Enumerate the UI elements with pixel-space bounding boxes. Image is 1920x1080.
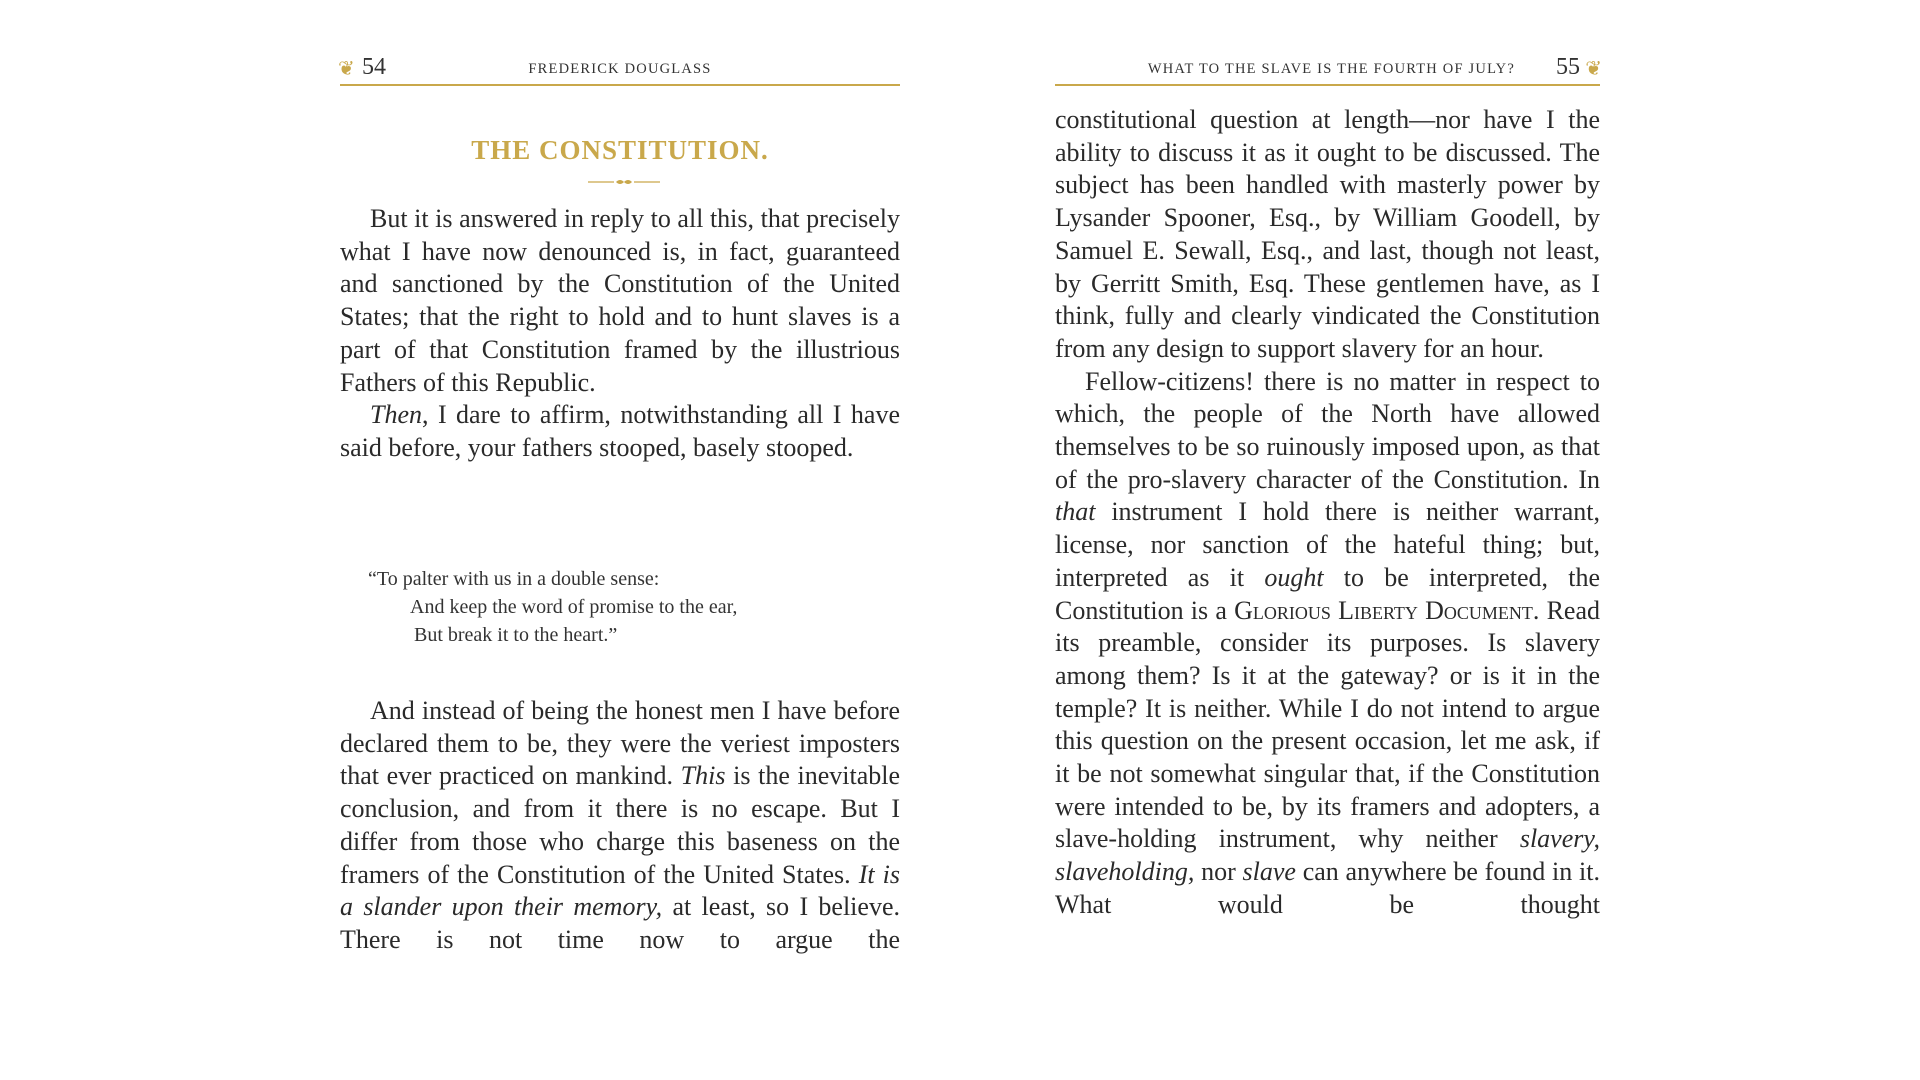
paragraph-text: is the inevitable conclusion, and from it there is no escape. But I differ from those who charge this baseness on the framers of the Constitution of the United States. [340,761,901,889]
right-running-head [1055,50,1600,86]
left-running-head [340,50,900,86]
paragraph: constitutional question at length—nor have I the ability to discuss it as it ought to be discussed. The subject has been handled with masterly power by Lysander Spooner, Esq., by William Goodell, by Samuel E. Sewall, Esq., and last, though not least, by Gerritt Smith, Esq. These gentlemen have, as I think, fully and clearly vindicated the Constitution from any design to support slavery for an hour. [1055,105,1600,363]
chapter-title: THE CONSTITUTION. [471,135,769,165]
italic-text: slave [1242,857,1296,887]
italic-text: It is a slander upon their memory, [340,859,900,922]
paragraph-text: can anywhere be found in it. What would be thought [1055,857,1600,919]
verse-quotation [368,565,737,649]
verse-line: But break it to the heart.” [414,624,618,646]
italic-text: ought [1264,562,1324,592]
left-page [340,0,900,1080]
paragraph-text: . Read its preamble, consider its purposes. Is slavery among them? Is it at the gateway? or is it in the temple? It is neither. While I do not intend to argue this question on the present occasion, let me ask, if it be not somewhat singular that, if the Constitution were intended to be, by its framers and adopters, a slave-holding instrument, why neither [1055,595,1601,854]
verse-line: And keep the word of promise to the ear, [410,596,738,618]
running-head-title: WHAT TO THE SLAVE IS THE FOURTH OF JULY? [1147,61,1515,77]
paragraph-text: And instead of being the honest men I have before declared them to be, they were the veriest imposters that ever practiced on mankind. [340,696,900,791]
fleuron-icon: ❦ [1585,58,1602,80]
paragraph-text: instrument I hold there is neither warrant, license, nor sanction of the hateful thing; but, interpreted as it [1055,497,1600,592]
paragraph: But it is answered in reply to all this, that precisely what I have now denounced is, in fact, guaranteed and sanctioned by the Constitution of the United States; that the right to hold and to hunt slaves is a part of that Constitution framed by the illustrious Fathers of this Republic. [340,204,900,397]
fleuron-icon: ❦ [338,58,355,80]
paragraph-text: to be interpreted, the Constitution is a [1055,562,1601,625]
flourish-divider [588,178,660,186]
paragraph [1055,366,1600,922]
right-page [1055,0,1600,1080]
paragraph-text: Fellow-citizens! there is no matter in respect to which, the people of the North have allowed themselves to be so ruinously imposed upon, as that of the pro-slavery character of the Constitution. In [1055,366,1600,494]
paragraph [340,399,900,464]
italic-text: slavery, slaveholding, [1055,824,1600,887]
page-number: 54 [362,54,386,80]
page-number: 55 [1556,54,1580,80]
italic-text: This [680,761,726,791]
left-body-text-top [340,203,900,465]
left-body-text-bottom [340,695,900,957]
paragraph-text: , I dare to affirm, notwithstanding all I have said before, your fathers stooped, basely stooped. [340,400,900,462]
paragraph [340,695,900,957]
paragraph-text: nor [1194,857,1243,887]
paragraph-text: at least, so I believe. There is not time now to argue the [340,892,900,954]
running-head-author: FREDERICK DOUGLASS [528,61,712,77]
verse-line: “To palter with us in a double sense: [368,568,660,590]
italic-text: that [1055,497,1096,527]
small-caps-text: Glorious Liberty Document [1234,595,1533,625]
right-body-text [1055,104,1600,922]
italic-text: Then [370,400,422,430]
